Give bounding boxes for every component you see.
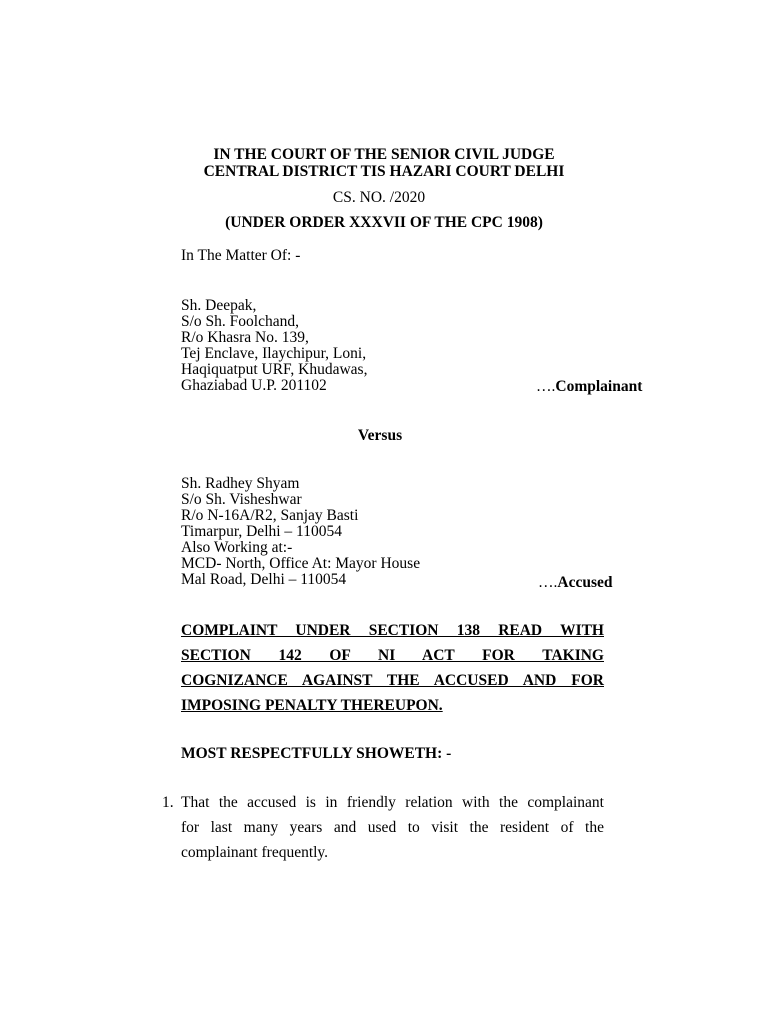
case-number: CS. NO. /2020	[332, 189, 426, 206]
complaint-heading-line: COMPLAINT UNDER SECTION 138 READ WITH	[181, 622, 604, 639]
matter-intro: In The Matter Of: -	[181, 247, 301, 264]
accused-role	[538, 574, 612, 592]
complaint-heading-line: COGNIZANCE AGAINST THE ACCUSED AND FOR	[181, 672, 604, 689]
accused-line: Mal Road, Delhi – 110054	[181, 571, 347, 588]
complainant-line: Sh. Deepak,	[181, 297, 257, 314]
court-title-line-1: IN THE COURT OF THE SENIOR CIVIL JUDGE	[213, 146, 555, 163]
court-title-line-2: CENTRAL DISTRICT TIS HAZARI COURT DELHI	[203, 163, 565, 180]
accused-line: S/o Sh. Visheshwar	[181, 491, 302, 508]
order-reference: (UNDER ORDER XXXVII OF THE CPC 1908)	[225, 214, 543, 231]
accused-dots: ….	[538, 574, 558, 591]
accused-line: R/o N-16A/R2, Sanjay Basti	[181, 507, 359, 524]
complainant-line: S/o Sh. Foolchand,	[181, 313, 299, 330]
paragraph-number: 1.	[162, 794, 174, 811]
complainant-line: R/o Khasra No. 139,	[181, 329, 309, 346]
accused-line: Also Working at:-	[181, 539, 293, 556]
showeth-heading: MOST RESPECTFULLY SHOWETH: -	[181, 745, 452, 762]
complainant-role	[536, 378, 642, 396]
accused-line: Timarpur, Delhi – 110054	[181, 523, 342, 540]
paragraph-line: That the accused is in friendly relation with the complainant	[181, 794, 604, 811]
complainant-line: Haqiquatput URF, Khudawas,	[181, 361, 368, 378]
complainant-line: Ghaziabad U.P. 201102	[181, 377, 327, 394]
accused-line: Sh. Radhey Shyam	[181, 475, 300, 492]
complainant-line: Tej Enclave, Ilaychipur, Loni,	[181, 345, 367, 362]
complainant-dots: ….	[536, 378, 556, 395]
complainant-role-label: Complainant	[555, 378, 643, 395]
paragraph-line: complainant frequently.	[181, 844, 329, 861]
accused-line: MCD- North, Office At: Mayor House	[181, 555, 421, 572]
complaint-heading-line: SECTION 142 OF NI ACT FOR TAKING	[181, 647, 604, 664]
paragraph-line: for last many years and used to visit the resident of the	[181, 819, 604, 836]
versus-label: Versus	[357, 427, 403, 444]
complaint-heading-line: IMPOSING PENALTY THEREUPON.	[181, 697, 443, 714]
accused-role-label: Accused	[557, 574, 613, 591]
